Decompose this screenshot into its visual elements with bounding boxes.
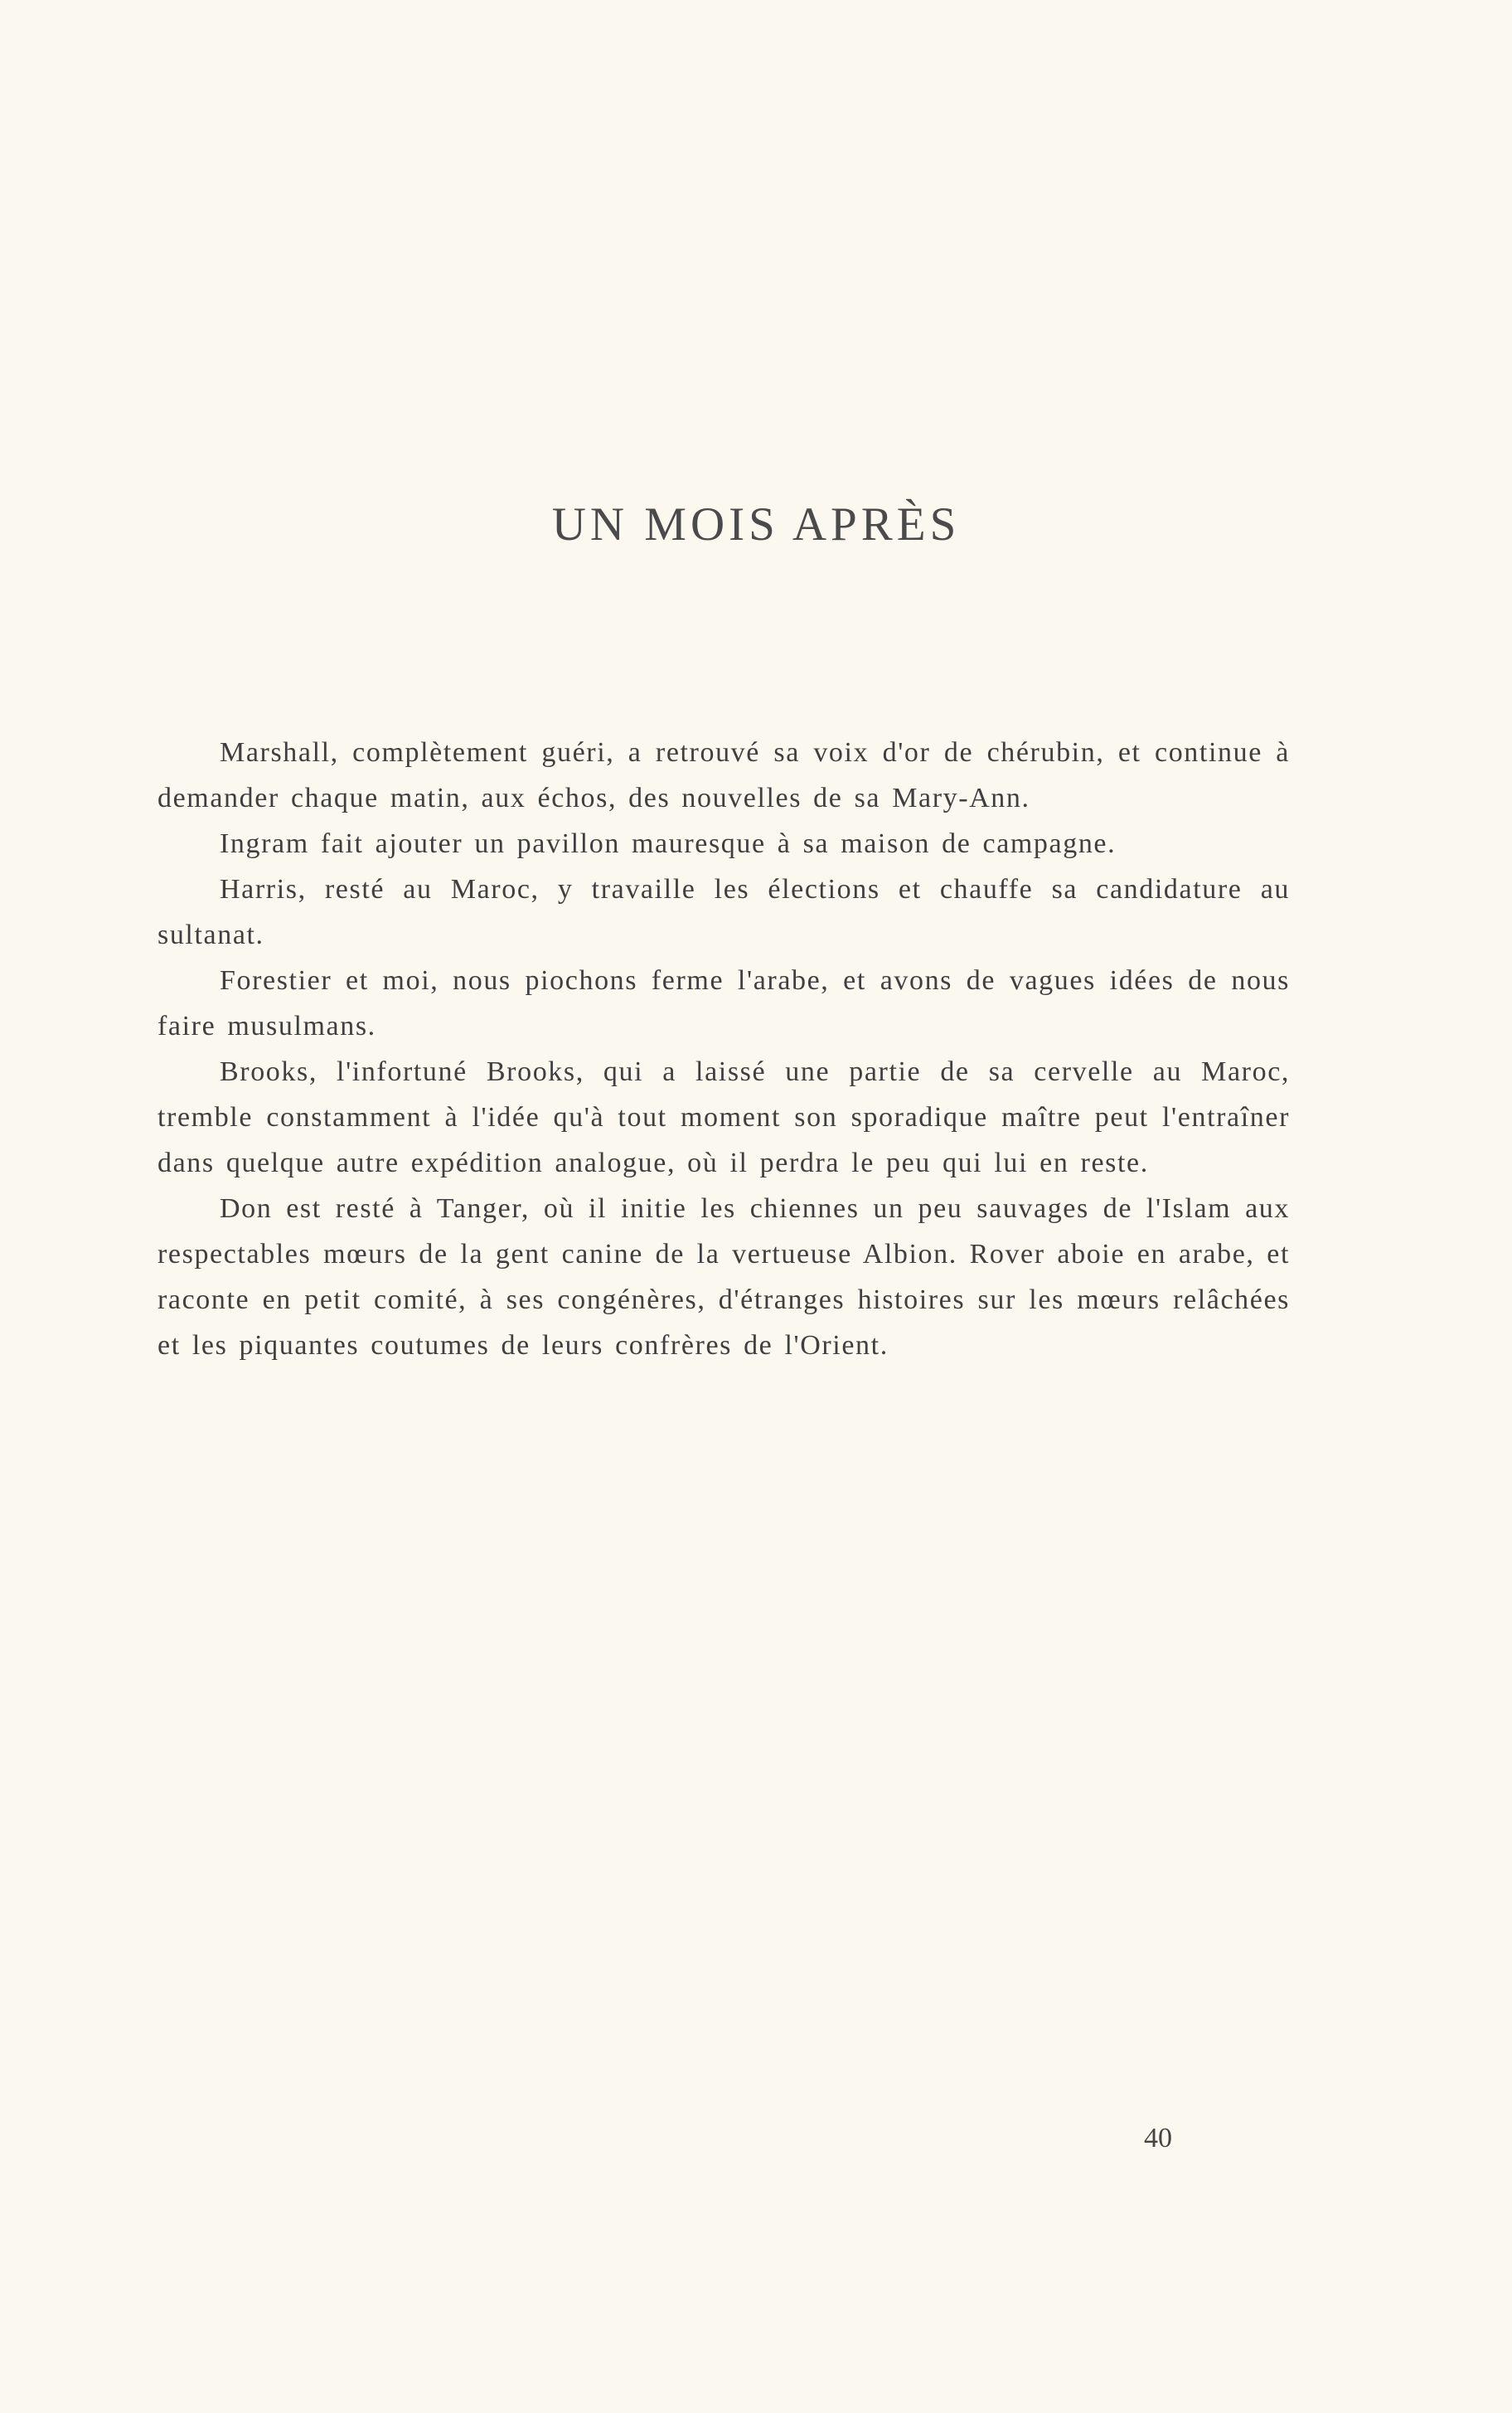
paragraph-marshall: Marshall, complètement guéri, a retrouvé sa voix d'or de chérubin, et continue à demander chaque matin, aux échos, des nouvelles de sa Mary-Ann. [158,737,1290,813]
chapter-body [158,730,1290,1368]
paragraph-brooks: Brooks, l'infortuné Brooks, qui a laissé une partie de sa cervelle au Maroc, tremble constamment à l'idée qu'à tout moment son sporadique maître peut l'entraîner dans quelque autre expédition analogue, où il perdra le peu qui lui en reste. [158,1056,1290,1178]
paragraph-forestier: Forestier et moi, nous piochons ferme l'arabe, et avons de vagues idées de nous faire musulmans. [158,965,1290,1041]
paragraph-ingram: Ingram fait ajouter un pavillon mauresque à sa maison de campagne. [220,828,1117,859]
paragraph-harris: Harris, resté au Maroc, y travaille les élections et chauffe sa candidature au sultanat. [158,874,1290,950]
chapter-title: UN MOIS APRÈS [551,498,961,551]
page-number: 40 [1144,2123,1172,2153]
paragraph-don: Don est resté à Tanger, où il initie les chiennes un peu sauvages de l'Islam aux respectables mœurs de la gent canine de la vertueuse Albion. Rover aboie en arabe, et raconte en petit comité, à ses congénères, d'étranges histoires sur les mœurs relâchées et les piquantes coutumes de leurs confrères de l'Orient. [158,1193,1290,1361]
